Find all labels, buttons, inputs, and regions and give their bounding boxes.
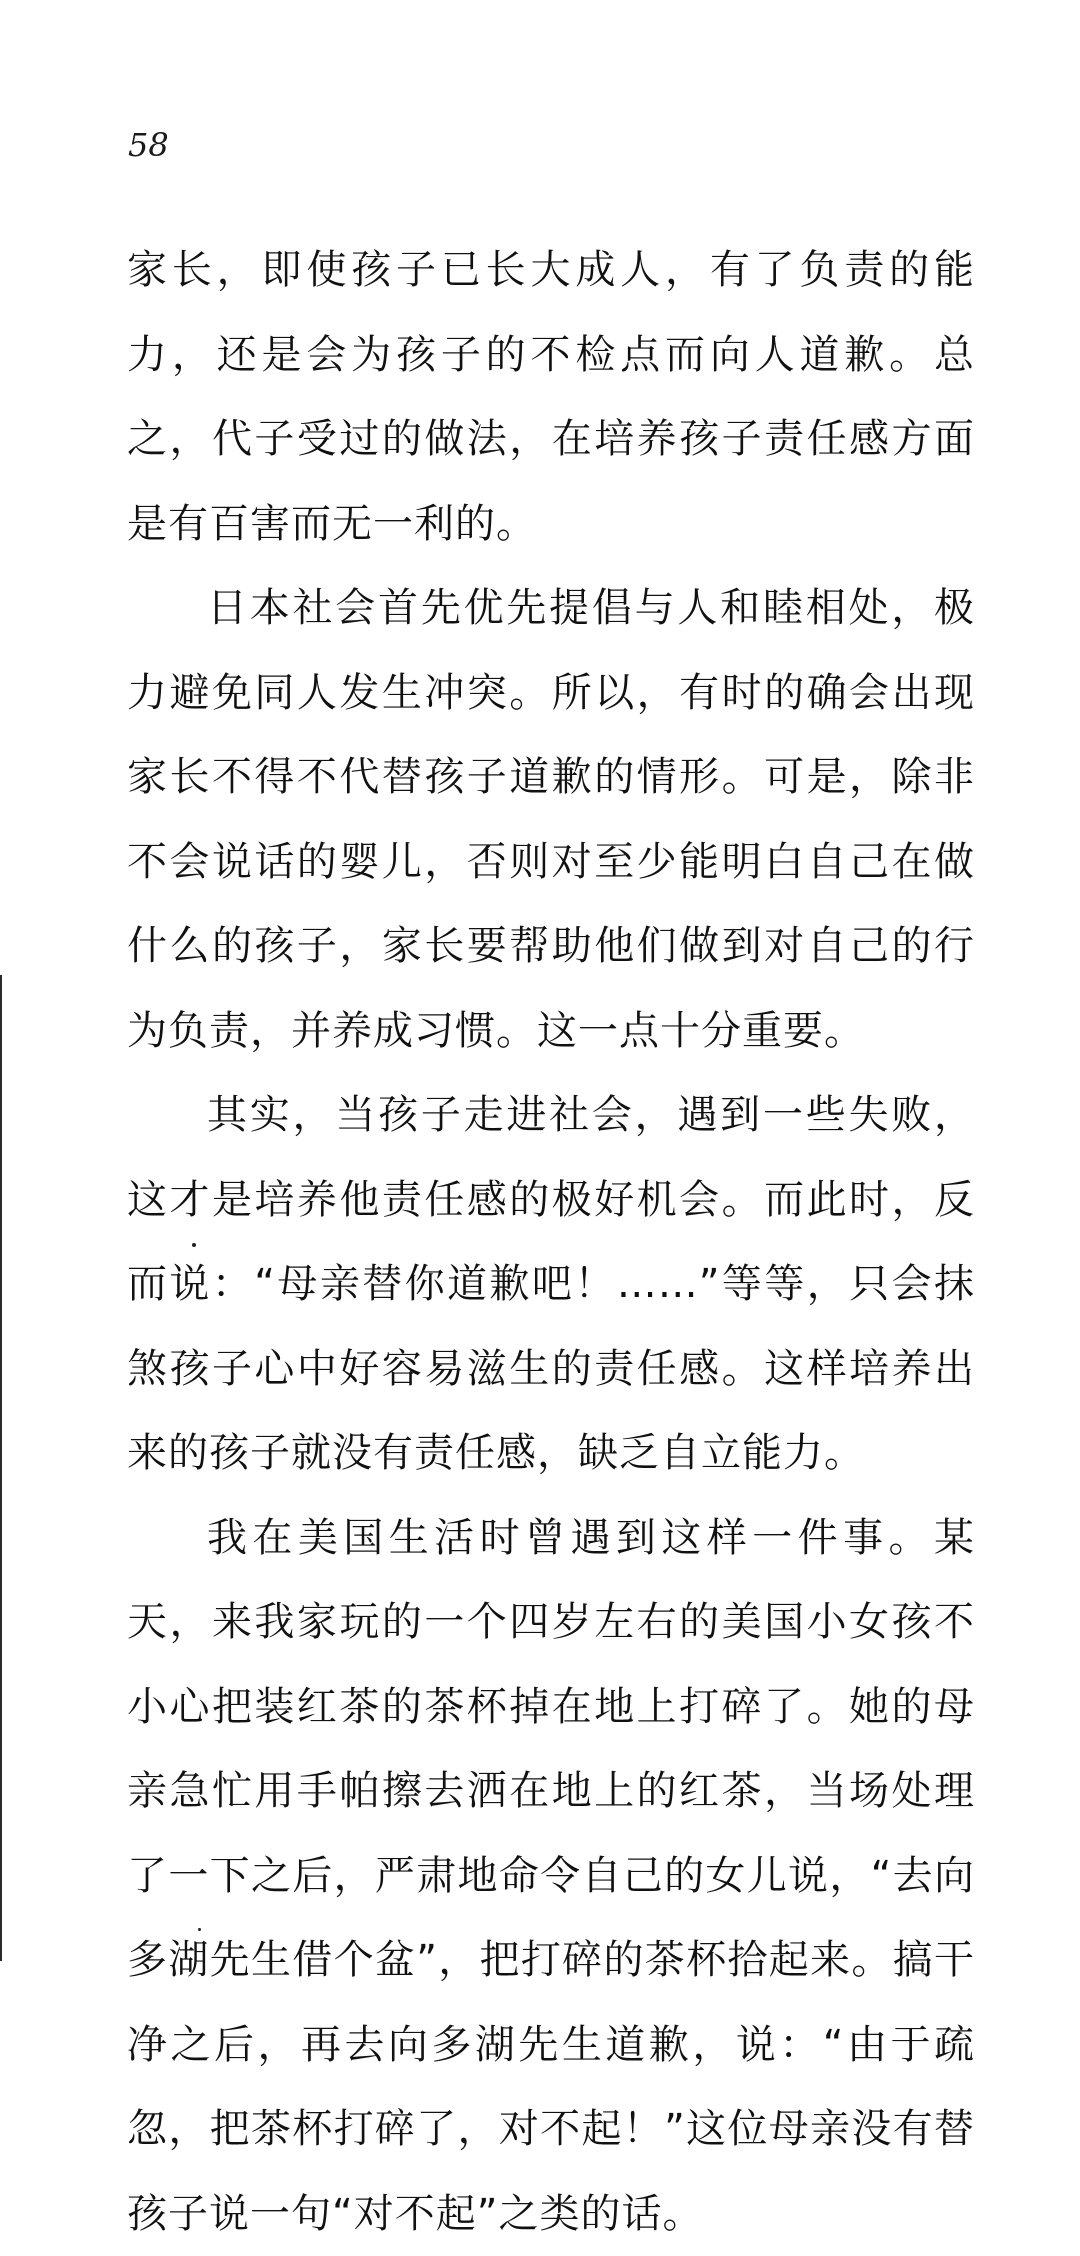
scan-speck xyxy=(192,1243,196,1247)
body-text xyxy=(127,228,975,2256)
scan-speck xyxy=(198,1928,201,1931)
paragraph-2: 日本社会首先优先提倡与人和睦相处，极力避免同人发生冲突。所以，有时的确会出现家长不得不代替孩子道歉的情形。可是，除非不会说话的婴儿，否则对至少能明白自己在做什么的孩子，家长要帮助他们做到对自己的行为负责，并养成习惯。这一点十分重要。 xyxy=(127,566,975,1073)
scan-margin-line xyxy=(0,975,2,1961)
paragraph-1: 家长，即使孩子已长大成人，有了负责的能力，还是会为孩子的不检点而向人道歉。总之，代子受过的做法，在培养孩子责任感方面是有百害而无一利的。 xyxy=(127,228,975,566)
paragraph-3: 其实，当孩子走进社会，遇到一些失败，这才是培养他责任感的极好机会。而此时，反而说：“母亲替你道歉吧！……”等等，只会抹煞孩子心中好容易滋生的责任感。这样培养出来的孩子就没有责任感，缺乏自立能力。 xyxy=(127,1073,975,1496)
page-number: 58 xyxy=(128,126,169,164)
paragraph-4: 我在美国生活时曾遇到这样一件事。某天，来我家玩的一个四岁左右的美国小女孩不小心把装红茶的茶杯掉在地上打碎了。她的母亲急忙用手帕擦去洒在地上的红茶，当场处理了一下之后，严肃地命令自己的女儿说，“去向多湖先生借个盆”，把打碎的茶杯拾起来。搞干净之后，再去向多湖先生道歉，说：“由于疏忽，把茶杯打碎了，对不起！”这位母亲没有替孩子说一句“对不起”之类的话。 xyxy=(127,1496,975,2256)
